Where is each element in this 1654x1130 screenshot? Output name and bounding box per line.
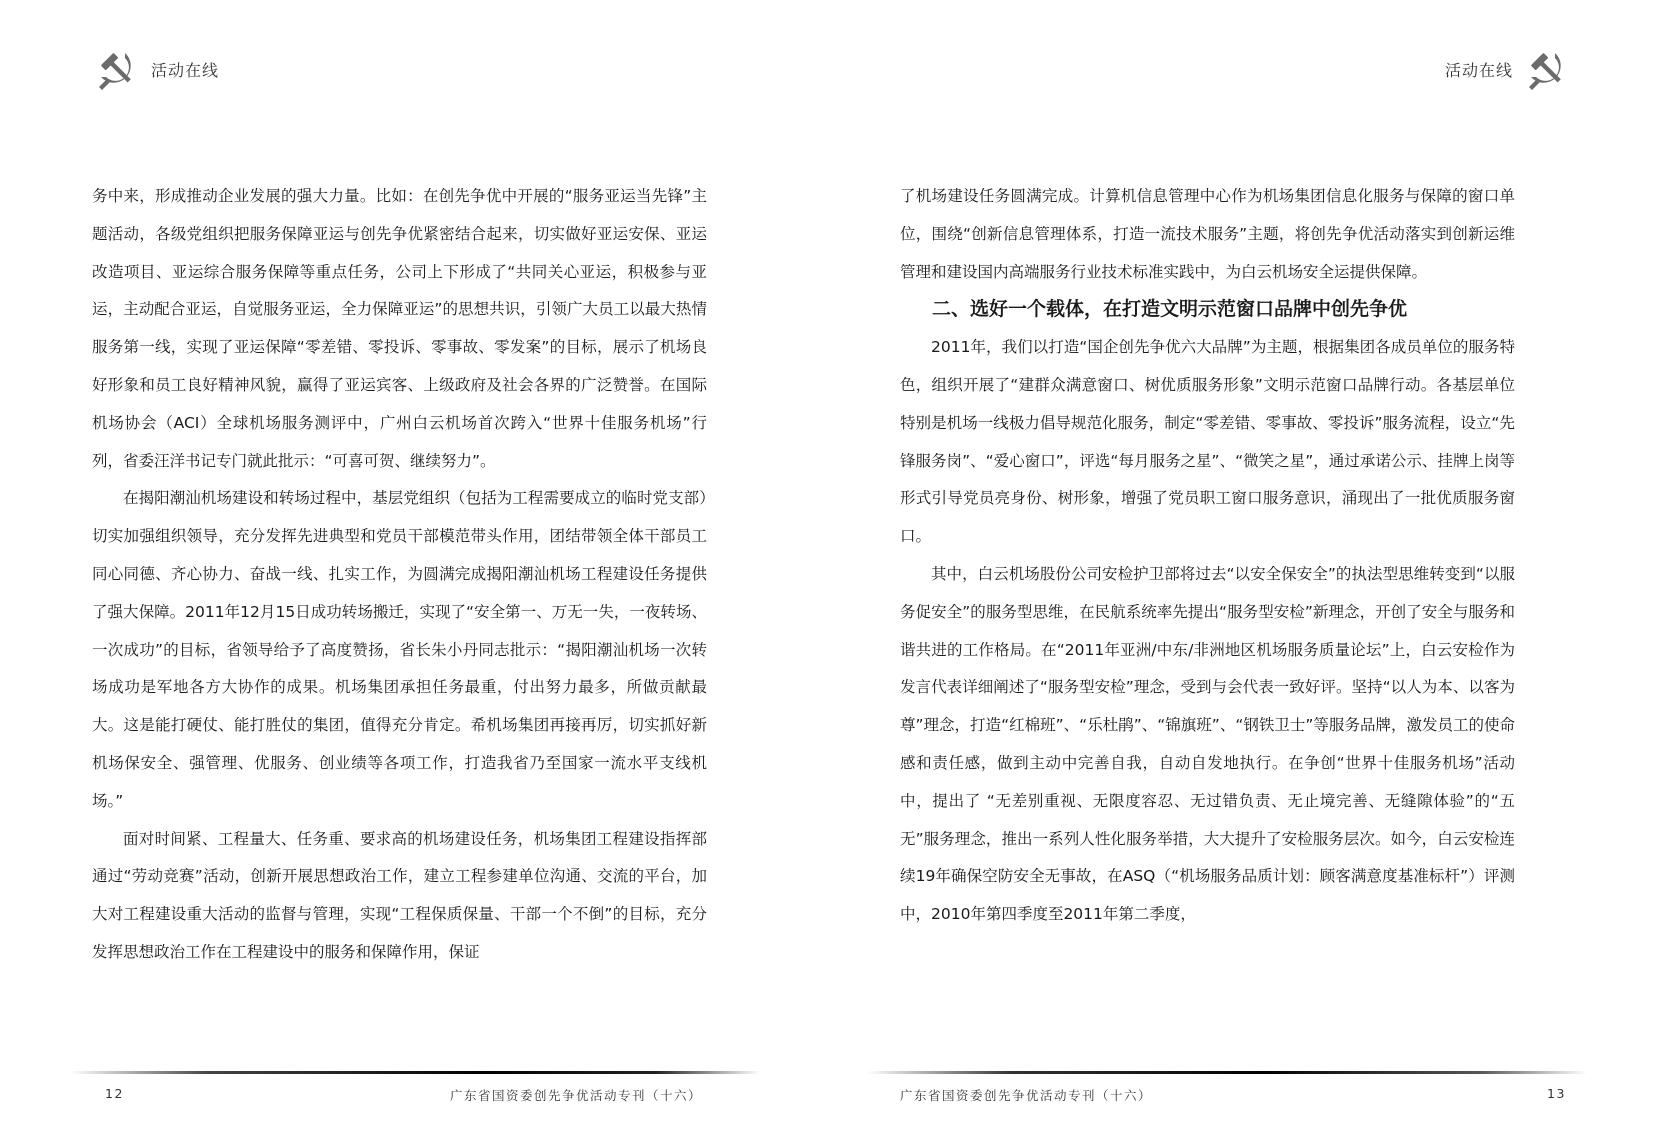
page-number: 13 bbox=[1547, 1086, 1566, 1101]
paragraph: 在揭阳潮汕机场建设和转场过程中，基层党组织（包括为工程需要成立的临时党支部）切实加强组织领导，充分发挥先进典型和党员干部模范带头作用，团结带领全体干部员工同心同德、齐心协力、奋战一线、扎实工作，为圆满完成揭阳潮汕机场工程建设任务提供了强大保障。2011年12月15日成功转场搬迁，实现了“安全第一、万无一失，一夜转场、一次成功”的目标，省领导给予了高度赞扬，省长朱小丹同志批示：“揭阳潮汕机场一次转场成功是军地各方大协作的成果。机场集团承担任务最重，付出努力最多，所做贡献最大。这是能打硬仗、能打胜仗的集团，值得充分肯定。希机场集团再接再厉，切实抓好新机场保安全、强管理、优服务、创业绩等各项工作，打造我省乃至国家一流水平支线机场。” bbox=[92, 489, 707, 810]
paragraph: 面对时间紧、工程量大、任务重、要求高的机场建设任务，机场集团工程建设指挥部通过“劳动竞赛”活动，创新开展思想政治工作，建立工程参建单位沟通、交流的平台，加大对工程建设重大活动的监督与管理，实现“工程保质保量、干部一个不倒”的目标，充分发挥思想政治工作在工程建设中的服务和保障作用，保证 bbox=[92, 829, 707, 961]
right-header bbox=[1445, 44, 1569, 94]
footer-title: 广东省国资委创先争优活动专刊（十六） bbox=[450, 1088, 703, 1103]
header-title: 活动在线 bbox=[151, 60, 220, 80]
footer-title: 广东省国资委创先争优活动专刊（十六） bbox=[900, 1088, 1153, 1103]
section-heading: 二、选好一个载体，在打造文明示范窗口品牌中创先争优 bbox=[932, 298, 1408, 321]
page-number: 12 bbox=[105, 1086, 124, 1101]
hammer-sickle-emblem-icon bbox=[95, 47, 139, 91]
footer-divider bbox=[867, 1071, 1587, 1074]
paragraph: 其中，白云机场股份公司安检护卫部将过去“以安全保安全”的执法型思维转变到“以服务促安全”的服务型思维，在民航系统率先提出“服务型安检”新理念，开创了安全与服务和谐共进的工作格局。在“2011年亚洲/中东/非洲地区机场服务质量论坛”上，白云安检作为发言代表详细阐述了“服务型安检”理念，受到与会代表一致好评。坚持“以人为本、以客为尊”理念，打造“红棉班”、“乐杜鹃”、“锦旗班”、“钢铁卫士”等服务品牌，激发员工的使命感和责任感，做到主动中完善自我，自动自发地执行。在争创“世界十佳服务机场”活动中，提出了 “无差别重视、无限度容忍、无过错负责、无止境完善、无缝隙体验”的“五无”服务理念，推出一系列人性化服务举措，大大提升了安检服务层次。如今，白云安检连续19年确保空防安全无事故，在ASQ（“机场服务品质计划：顾客满意度基准标杆”）评测中，2010年第四季度至2011年第二季度， bbox=[900, 564, 1515, 924]
hammer-sickle-emblem-icon bbox=[1525, 47, 1569, 91]
paragraph: 2011年，我们以打造“国企创先争优六大品牌”为主题，根据集团各成员单位的服务特色，组织开展了“建群众满意窗口、树优质服务形象”文明示范窗口品牌行动。各基层单位特别是机场一线极力倡导规范化服务，制定“零差错、零事故、零投诉”服务流程，设立“先锋服务岗”、“爱心窗口”，评选“每月服务之星”、“微笑之星”，通过承诺公示、挂牌上岗等形式引导党员亮身份、树形象，增强了党员职工窗口服务意识，涌现出了一批优质服务窗口。 bbox=[900, 338, 1515, 546]
header-title: 活动在线 bbox=[1444, 60, 1513, 80]
left-header bbox=[95, 44, 219, 94]
left-body-text bbox=[92, 178, 707, 972]
right-body-text bbox=[900, 178, 1515, 934]
paragraph: 务中来，形成推动企业发展的强大力量。比如：在创先争优中开展的“服务亚运当先锋”主题活动，各级党组织把服务保障亚运与创先争优紧密结合起来，切实做好亚运安保、亚运改造项目、亚运综合服务保障等重点任务，公司上下形成了“共同关心亚运，积极参与亚运，主动配合亚运，自觉服务亚运，全力保障亚运”的思想共识，引领广大员工以最大热情服务第一线，实现了亚运保障“零差错、零投诉、零事故、零发案”的目标，展示了机场良好形象和员工良好精神风貌，赢得了亚运宾客、上级政府及社会各界的广泛赞誉。在国际机场协会（ACI）全球机场服务测评中，广州白云机场首次跨入“世界十佳服务机场”行列，省委汪洋书记专门就此批示：“可喜可贺、继续努力”。 bbox=[92, 187, 707, 470]
right-page bbox=[827, 0, 1654, 1130]
footer-divider bbox=[70, 1071, 760, 1074]
paragraph: 了机场建设任务圆满完成。计算机信息管理中心作为机场集团信息化服务与保障的窗口单位，围绕“创新信息管理体系，打造一流技术服务”主题，将创先争优活动落实到创新运维管理和建设国内高端服务行业技术标准实践中，为白云机场安全运提供保障。 bbox=[900, 187, 1515, 281]
